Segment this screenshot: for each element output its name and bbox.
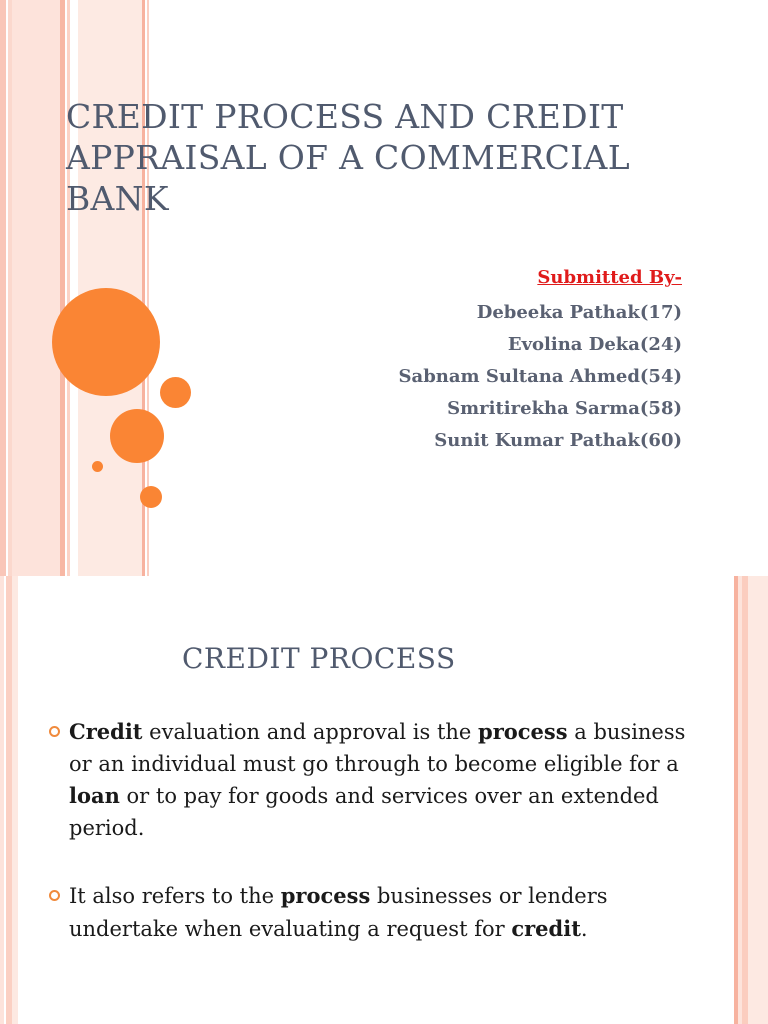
decorative-circle-small (160, 377, 191, 408)
bullet-text: or to pay for goods and services over an extended period. (69, 784, 659, 840)
decorative-circle-large (52, 288, 160, 396)
content-slide (0, 576, 768, 1024)
decorative-stripe (12, 0, 60, 576)
member-name: Sunit Kumar Pathak(60) (434, 430, 682, 451)
bullet-circle-icon (49, 726, 60, 737)
bullet-circle-icon (49, 890, 60, 901)
bold-term: Credit (69, 719, 143, 744)
bold-term: process (478, 719, 568, 744)
decorative-stripe (67, 0, 70, 576)
bold-term: credit (511, 915, 581, 941)
slide-heading: CREDIT PROCESS (182, 642, 456, 675)
decorative-circle-small (140, 486, 162, 508)
bold-term: process (280, 883, 371, 908)
decorative-stripe (0, 576, 4, 1024)
bullet-text: businesses or lenders undertake when evaluating a request for (69, 884, 608, 941)
bullet-text: . (580, 916, 588, 941)
bold-term: loan (69, 783, 120, 808)
decorative-stripe (60, 0, 65, 576)
decorative-stripe (12, 576, 18, 1024)
member-name: Smritirekha Sarma(58) (447, 398, 682, 419)
member-name: Sabnam Sultana Ahmed(54) (398, 366, 682, 387)
member-name: Debeeka Pathak(17) (476, 302, 682, 323)
submitted-by-label: Submitted By- (537, 267, 682, 288)
bullet-text: evaluation and approval is the (142, 720, 479, 744)
decorative-circle-tiny (92, 461, 103, 472)
member-name: Evolina Deka(24) (507, 334, 682, 355)
decorative-circle-medium (110, 409, 164, 463)
decorative-stripe (748, 576, 768, 1024)
presentation-title: CREDIT PROCESS AND CREDIT APPRAISAL OF A COMMERCIAL BANK (66, 97, 630, 218)
bullet-text: a business or an individual must go through to become eligible for a (69, 720, 686, 776)
member-list (399, 297, 682, 457)
bullet-text: It also refers to the (69, 884, 281, 908)
bullet-item (48, 716, 688, 844)
bullet-list (48, 716, 688, 945)
bullet-item (48, 880, 688, 945)
decorative-stripe (0, 0, 6, 576)
